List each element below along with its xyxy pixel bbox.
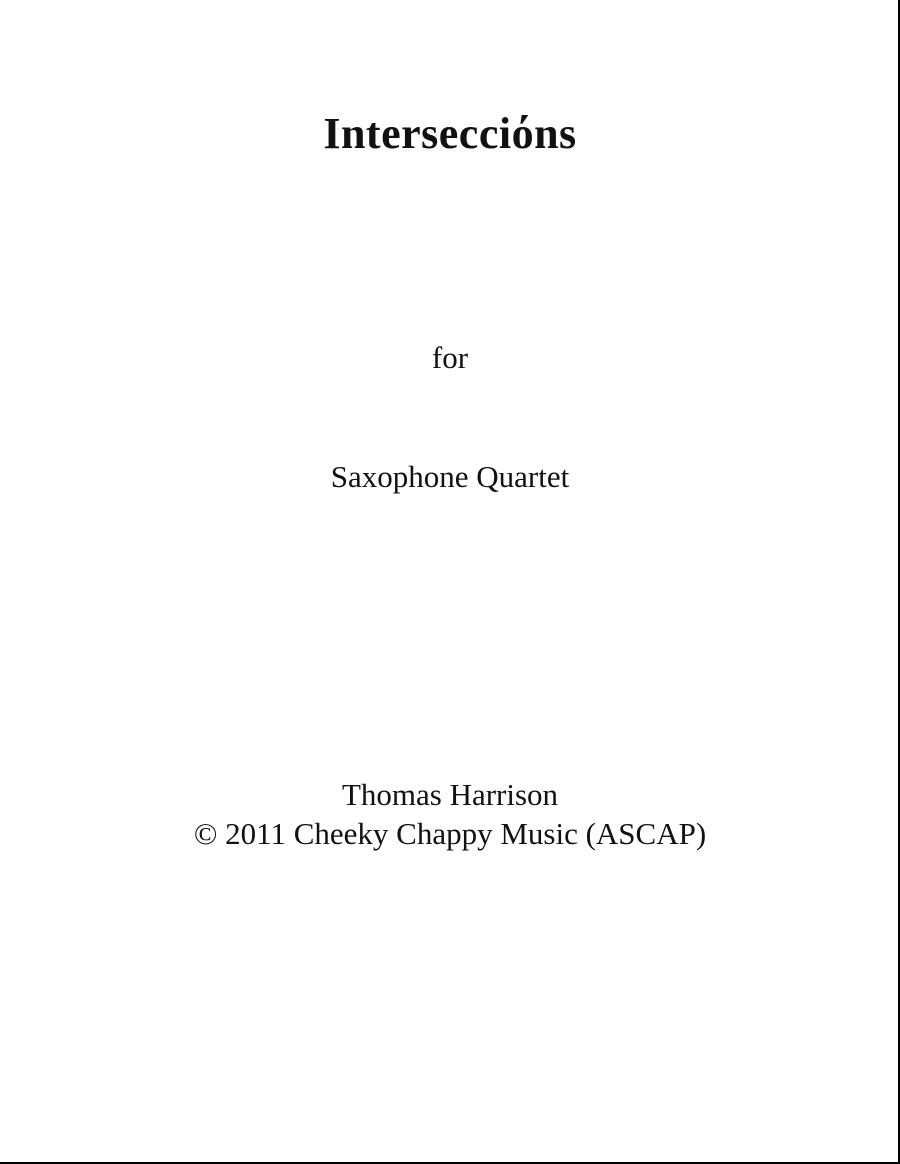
piece-title: Intersecciόns: [323, 109, 577, 158]
instrumentation-label: Saxophone Quartet: [330, 459, 570, 494]
composer-name: Thomas Harrison: [341, 777, 559, 812]
for-label: for: [431, 340, 469, 375]
copyright-notice: © 2011 Cheeky Chappy Music (ASCAP): [193, 816, 707, 851]
